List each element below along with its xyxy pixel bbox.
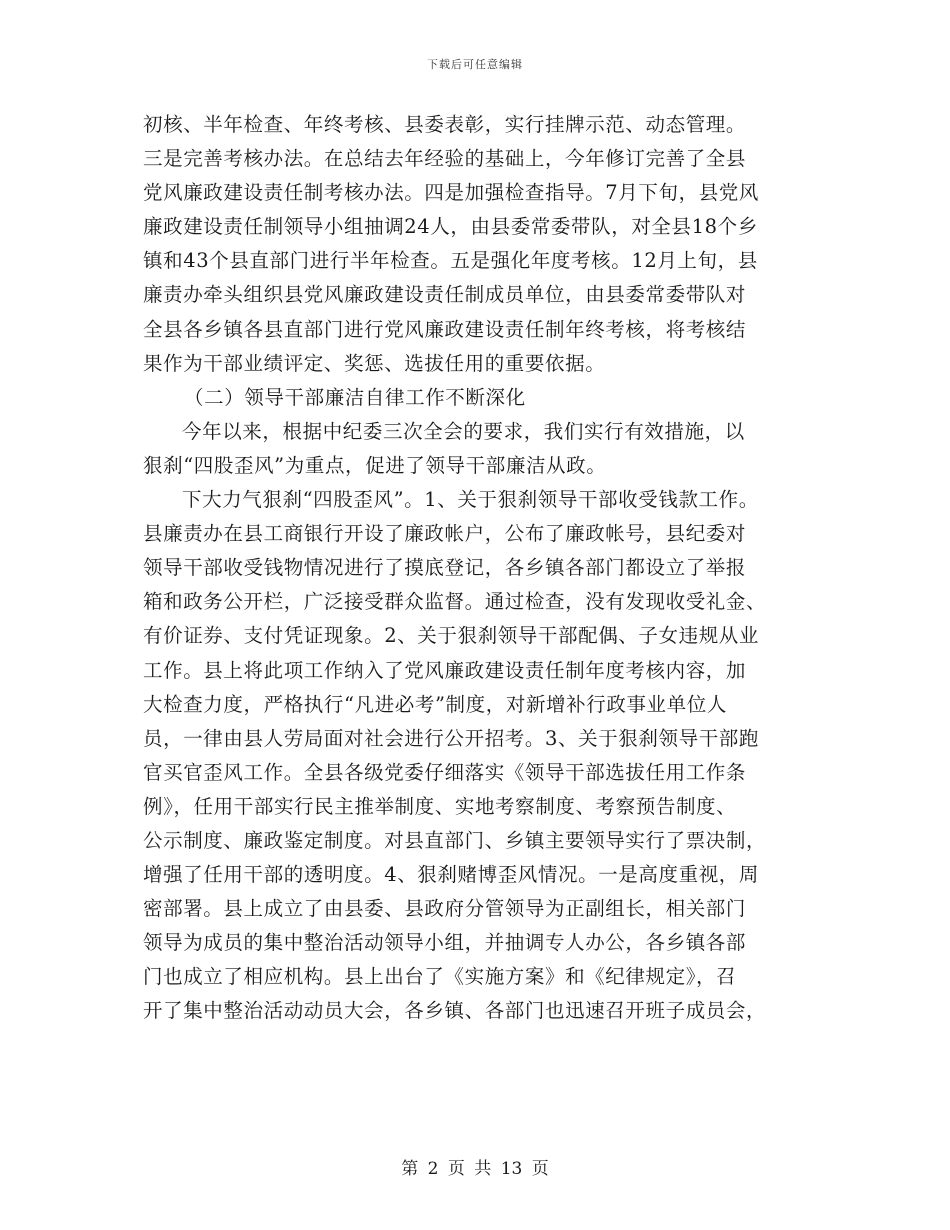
body-line: 狠刹“四股歪风”为重点，促进了领导干部廉洁从政。 (143, 453, 607, 477)
body-line: 公示制度、廉政鉴定制度。对县直部门、乡镇主要领导实行了票决制， (143, 828, 767, 852)
section-heading: （二）领导干部廉洁自律工作不断深化 (184, 385, 526, 409)
body-line: 果作为干部业绩评定、奖惩、选拔任用的重要依据。 (143, 351, 606, 375)
body-line: 下大力气狠刹“四股歪风”。1、关于狠刹领导干部收受钱款工作。 (182, 488, 759, 512)
body-line: 门也成立了相应机构。县上出台了《实施方案》和《纪律规定》，召 (143, 965, 737, 989)
body-line: 廉政建设责任制领导小组抽调24人，由县委常委带队，对全县18个乡 (143, 215, 758, 239)
body-line: 大检查力度，严格执行“凡进必考”制度，对新增补行政事业单位人 (143, 692, 727, 716)
body-line: 全县各乡镇各县直部门进行党风廉政建设责任制年终考核，将考核结 (143, 317, 747, 341)
body-line: 员，一律由县人劳局面对社会进行公开招考。3、关于狠刹领导干部跑 (143, 726, 760, 750)
body-line: 三是完善考核办法。在总结去年经验的基础上，今年修订完善了全县 (143, 147, 747, 171)
body-line: 增强了任用干部的透明度。4、狠刹赌博歪风情况。一是高度重视，周 (143, 863, 760, 887)
body-line: 党风廉政建设责任制考核办法。四是加强检查指导。7月下旬，县党风 (143, 181, 760, 205)
body-line: 县廉责办在县工商银行开设了廉政帐户，公布了廉政帐号，县纪委对 (143, 522, 747, 546)
page-number-footer: 第 2 页 共 13 页 (401, 1159, 549, 1179)
body-line: 领导为成员的集中整治活动领导小组，并抽调专人办公，各乡镇各部 (143, 931, 747, 955)
document-body (143, 108, 823, 1029)
body-line: 镇和43个县直部门进行半年检查。五是强化年度考核。12月上旬，县 (143, 249, 758, 273)
page-header: 下载后可任意编辑 (427, 58, 523, 71)
body-line: 初核、半年检查、年终考核、县委表彰，实行挂牌示范、动态管理。 (143, 113, 747, 136)
body-line: 领导干部收受钱物情况进行了摸底登记，各乡镇各部门都设立了举报 (143, 556, 747, 580)
body-line: 工作。县上将此项工作纳入了党风廉政建设责任制年度考核内容，加 (143, 658, 747, 682)
body-line: 廉责办牵头组织县党风廉政建设责任制成员单位，由县委常委带队对 (143, 283, 747, 307)
body-line: 开了集中整治活动动员大会，各乡镇、各部门也迅速召开班子成员会， (143, 999, 767, 1023)
body-line: 有价证券、支付凭证现象。2、关于狠刹领导干部配偶、子女违规从业 (143, 624, 760, 648)
body-line: 今年以来，根据中纪委三次全会的要求，我们实行有效措施，以 (182, 419, 745, 443)
body-line: 官买官歪风工作。全县各级党委仔细落实《领导干部选拔任用工作条 (143, 760, 747, 784)
body-line: 密部署。县上成立了由县委、县政府分管领导为正副组长，相关部门 (143, 897, 747, 921)
body-line: 箱和政务公开栏，广泛接受群众监督。通过检查，没有发现收受礼金、 (143, 590, 767, 614)
body-line: 例》，任用干部实行民主推举制度、实地考察制度、考察预告制度、 (143, 794, 737, 818)
